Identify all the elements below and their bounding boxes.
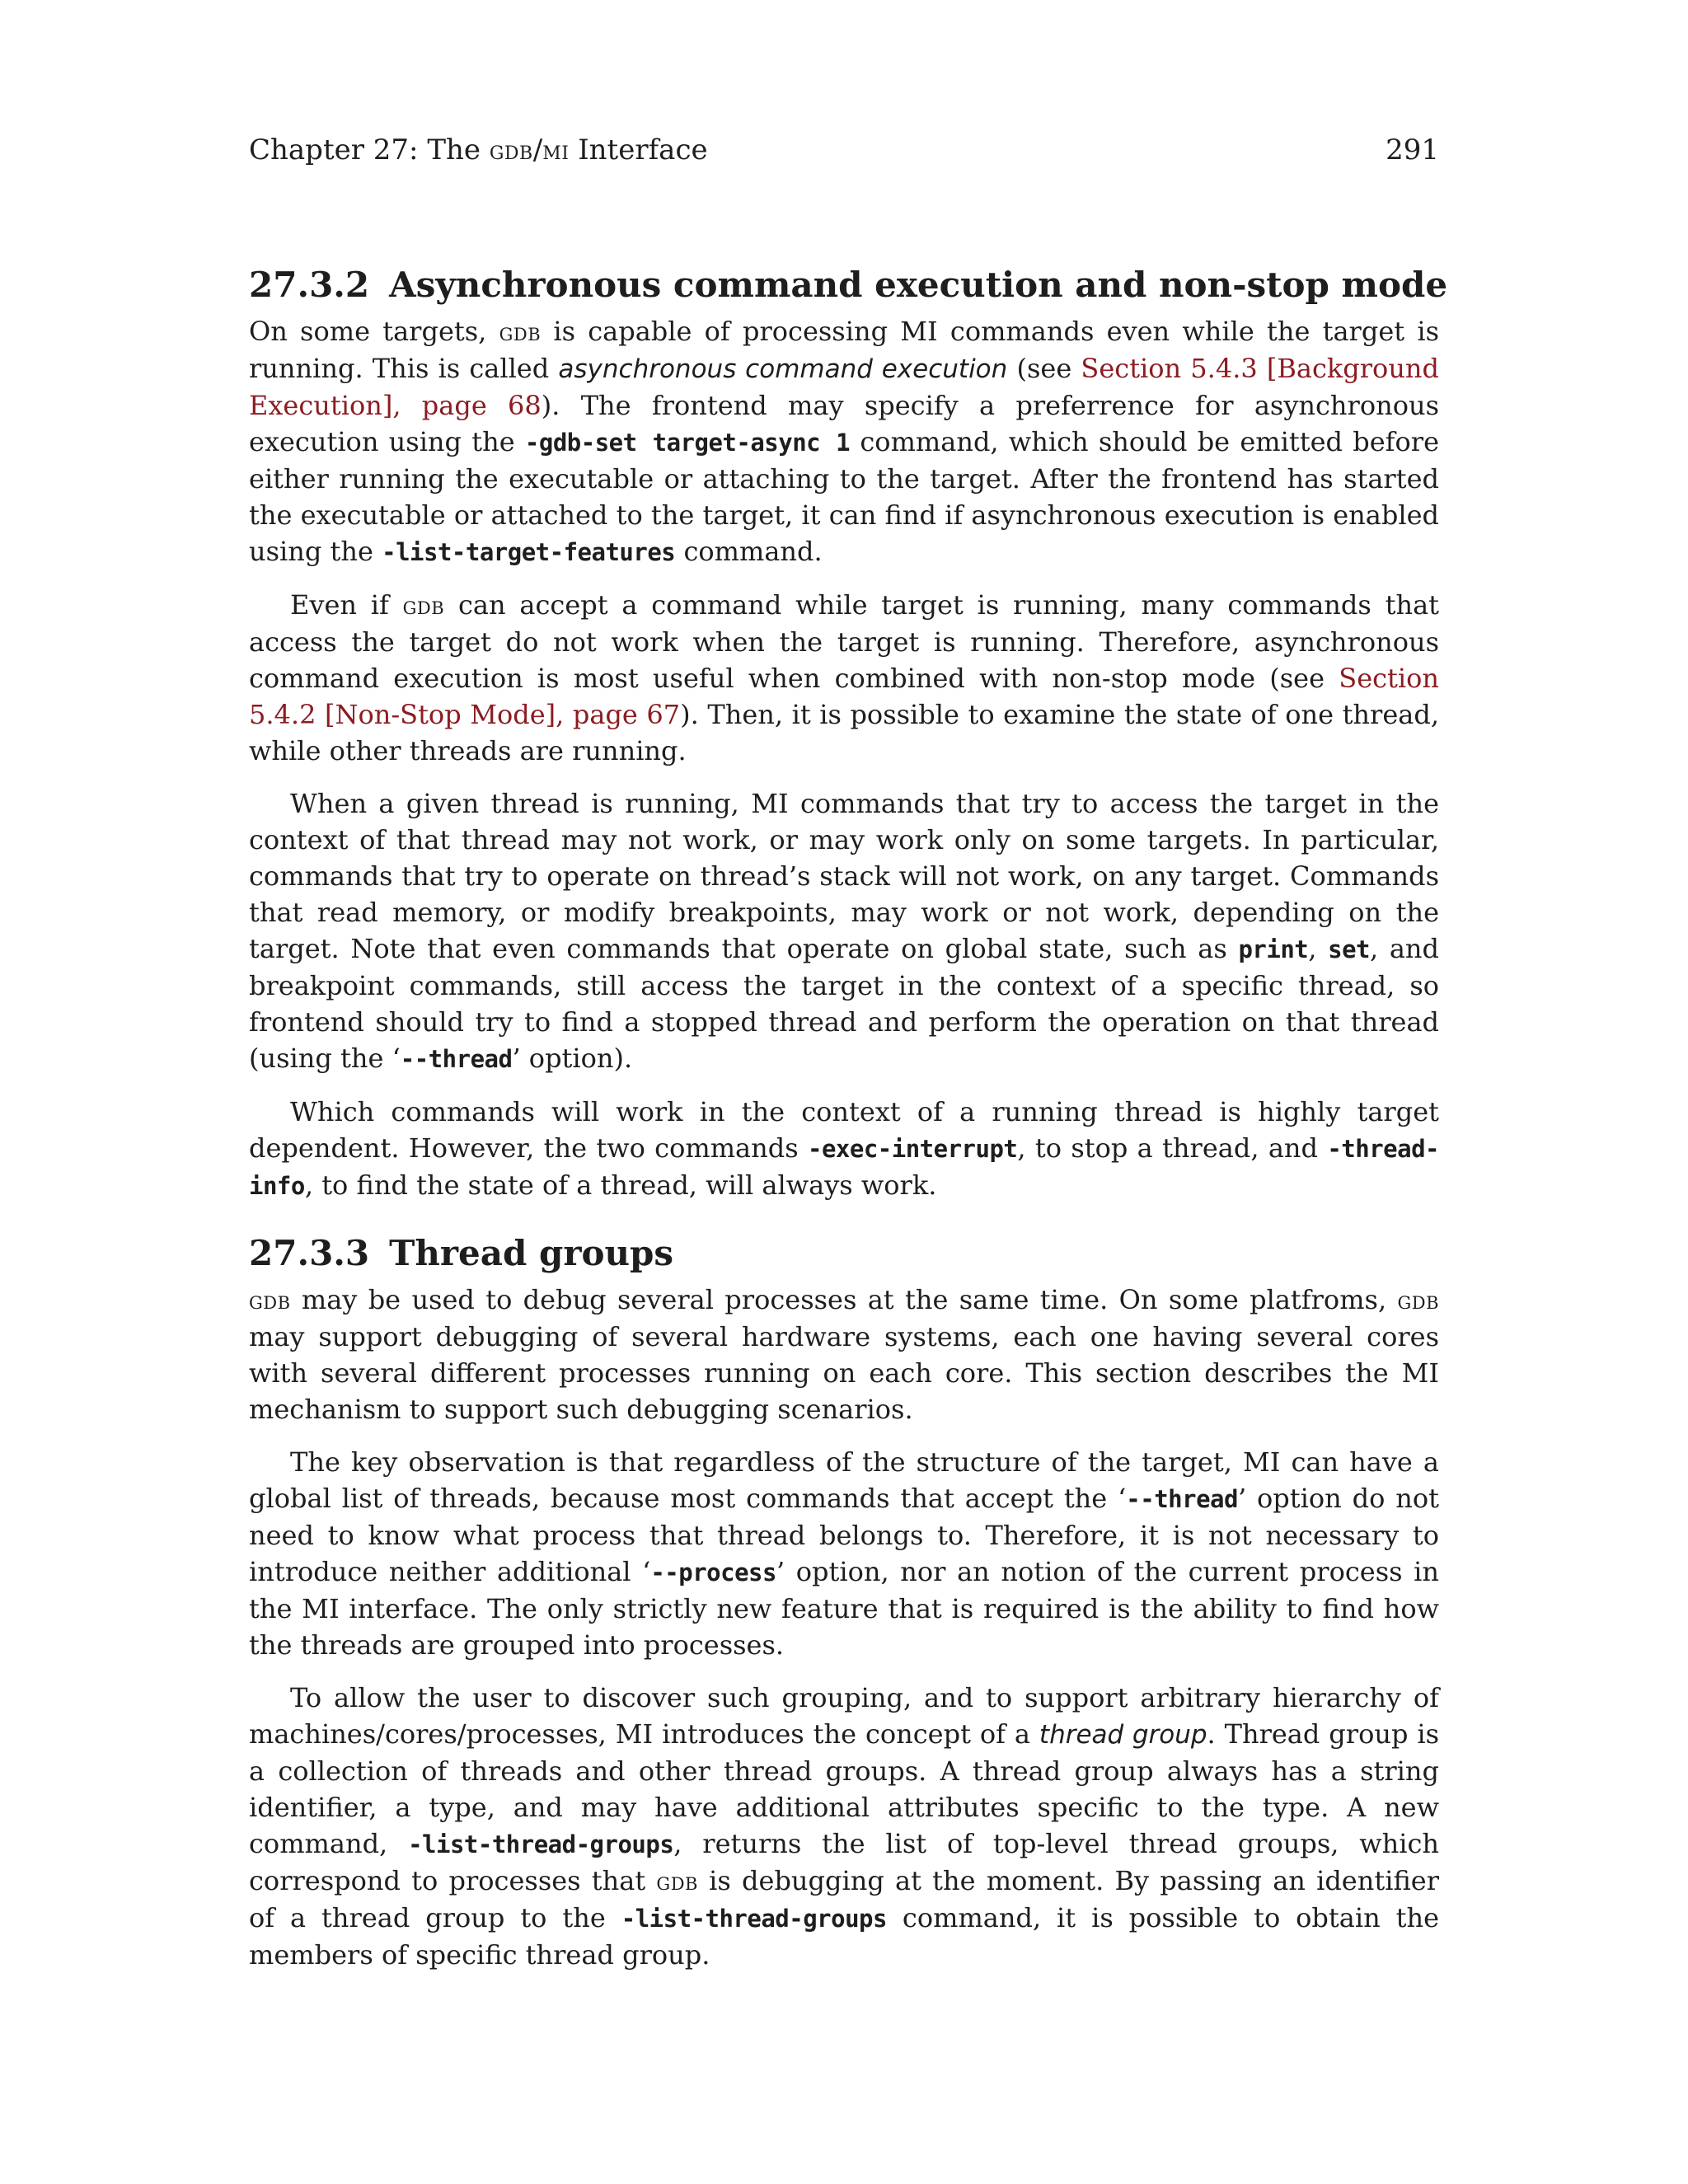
code-print: print — [1238, 935, 1309, 963]
section-title: Asynchronous command execution and non-stop mode — [389, 265, 1448, 305]
chapter-suffix: Interface — [578, 134, 708, 166]
gdb-name: gdb — [402, 592, 445, 620]
paragraph: Even if gdb can accept a command while target is running, many commands that access the target do not work when the target is running. Therefore, asynchronous command execution is most useful when combined with non-stop mode (see Section 5.4.2 [Non-Stop Mode], page 67). Then, it is possible to examine the state of one thread, while other threads are running. — [249, 589, 1440, 766]
emphasis: thread group — [1039, 1720, 1207, 1750]
code-list-thread-groups: -list-thread-groups — [621, 1905, 887, 1933]
slash: / — [532, 134, 543, 166]
section-title: Thread groups — [389, 1233, 674, 1273]
code-list-target-features: -list-target-features — [382, 538, 676, 566]
code-exec-interrupt: -exec-interrupt — [807, 1135, 1018, 1163]
running-header — [249, 132, 1439, 168]
paragraph: Which commands will work in the context of a running thread is highly target dependent. However, the two commands -exec-interrupt, to stop a thread, and -thread-info, to find the state of a thread, will always work. — [249, 1096, 1440, 1201]
emphasis: asynchronous command execution — [558, 354, 1008, 384]
link-non-stop-mode[interactable]: Section 5.4.2 [Non-Stop Mode], page 67 — [249, 663, 1440, 730]
code-set: set — [1328, 935, 1371, 963]
section-heading-thread-groups — [249, 1232, 1439, 1275]
code-process-option: --process — [650, 1558, 776, 1586]
paragraph: To allow the user to discover such grouping, and to support arbitrary hierarchy of machines/cores/processes, MI introduces the concept of a thread group. Thread group is a collection of threads and other thread groups. A thread group always has a string identifier, a type, and may have additional attributes specific to the type. A new command, -list-thread-groups, returns the list of top-level thread groups, which correspond to processes that gdb is debugging at the moment. By passing an identifier of a thread group to the -list-thread-groups command, it is possible to obtain the members of specific thread group. — [249, 1682, 1440, 1971]
gdb-name: gdb — [489, 136, 533, 166]
link-background-execution[interactable]: Section 5.4.3 [Background Execution], page 68 — [249, 353, 1440, 421]
section-number: 27.3.3 — [249, 1233, 370, 1273]
code-thread-info: -thread-info — [249, 1135, 1440, 1200]
mi-name: mi — [542, 136, 570, 166]
paragraph: The key observation is that regardless of the structure of the target, MI can have a global list of threads, because most commands that accept the ‘--thread’ option do not need to know what process that thread belongs to. Therefore, it is not necessary to introduce neither additional ‘--process’ option, nor an notion of the current process in the MI interface. The only strictly new feature that is required is the ability to find how the threads are grouped into processes. — [249, 1446, 1440, 1661]
gdb-name: gdb — [1397, 1286, 1440, 1315]
code-thread-option: --thread — [400, 1045, 513, 1073]
section-number: 27.3.2 — [249, 265, 370, 305]
code-list-thread-groups: -list-thread-groups — [408, 1830, 674, 1858]
section-heading-async — [249, 264, 1448, 307]
code-thread-option: --thread — [1126, 1485, 1238, 1513]
chapter-title — [249, 132, 708, 169]
paragraph: On some targets, gdb is capable of processing MI commands even while the target is running. This is called asynchronous command execution (see Section 5.4.3 [Background Execution], page 68). The frontend may specify a preferrence for asynchronous execution using the -gdb-set target-async 1 command, which should be emitted before either running the executable or attaching to the target. After the frontend has started the executable or attached to the target, it can find if asynchronous execution is enabled using the -list-target-features command. — [249, 316, 1440, 567]
gdb-name: gdb — [249, 1286, 291, 1315]
gdb-name: gdb — [656, 1868, 698, 1896]
gdb-name: gdb — [499, 318, 542, 346]
paragraph: When a given thread is running, MI commands that try to access the target in the context of that thread may not work, or may work only on some targets. In particular, commands that try to operate on thread’s stack will not work, on any target. Commands that read memory, or modify breakpoints, may work or not work, depending on the target. Note that even commands that operate on global state, such as print, set, and breakpoint commands, still access the target in the context of a specific thread, so frontend should try to find a stopped thread and perform the operation on that thread (using the ‘--thread’ option). — [249, 788, 1440, 1074]
code-gdb-set-target-async: -gdb-set target-async 1 — [524, 429, 851, 457]
page-number: 291 — [1386, 134, 1439, 166]
document-page — [249, 132, 1448, 1990]
paragraph: gdb may be used to debug several processes at the same time. On some platfroms, gdb may support debugging of several hardware systems, each one having several cores with several different processes running on each core. This section describes the MI mechanism to support such debugging scenarios. — [249, 1284, 1440, 1425]
chapter-prefix: Chapter 27: The — [249, 134, 481, 166]
